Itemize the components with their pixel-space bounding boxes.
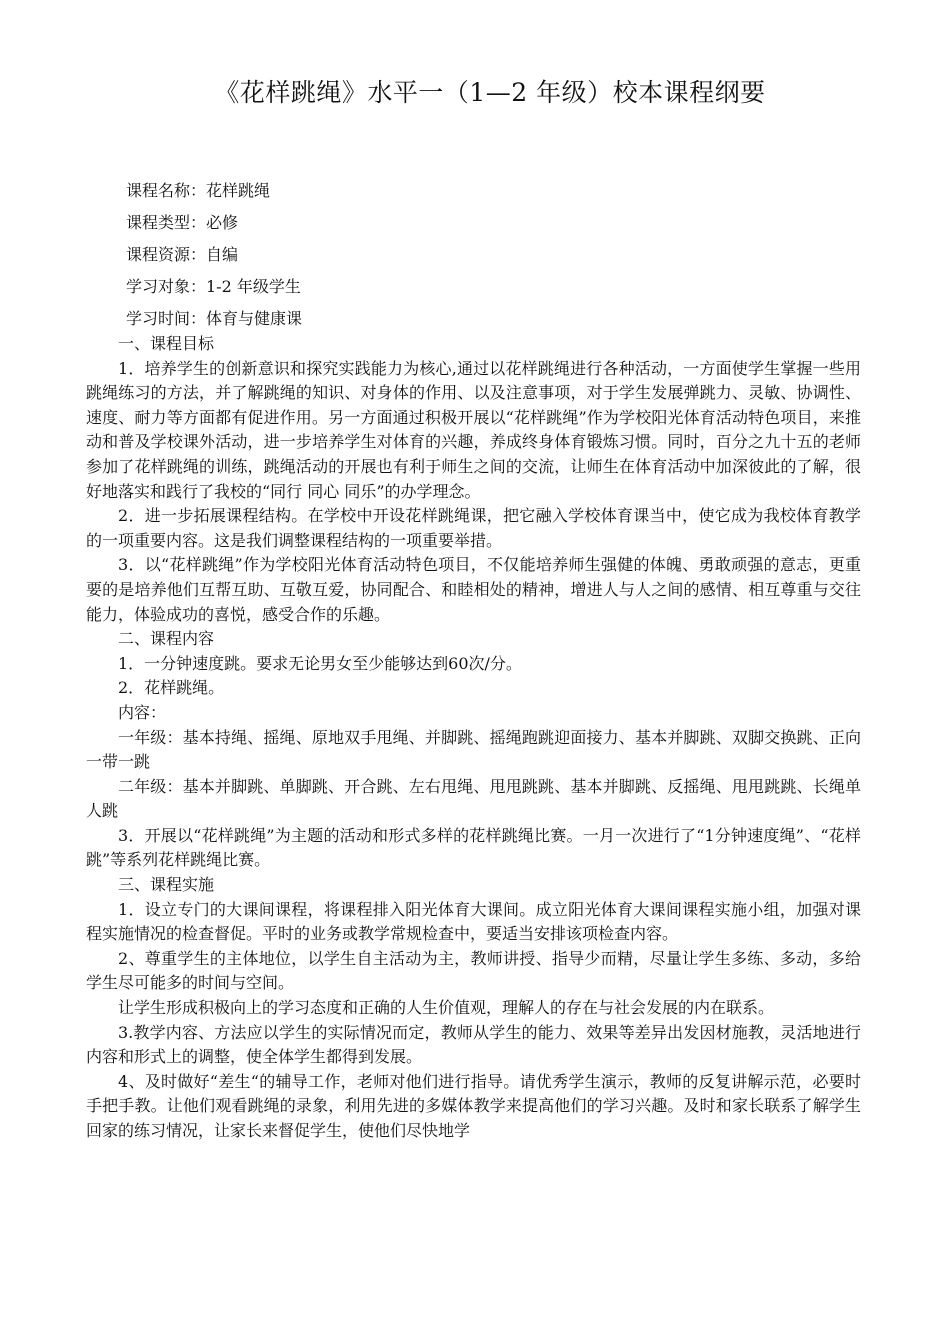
paragraph: 2．进一步拓展课程结构。在学校中开设花样跳绳课，把它融入学校体育课当中，使它成为我校体育教学的一项重要内容。这是我们调整课程结构的一项重要举措。 xyxy=(86,506,861,550)
course-info-block xyxy=(126,178,302,338)
learner-line: 学习对象：1-2 年级学生 xyxy=(126,277,301,296)
paragraph: 二年级：基本并脚跳、单脚跳、开合跳、左右甩绳、甩甩跳跳、基本并脚跳、反摇绳、甩甩跳跳、长绳单人跳 xyxy=(86,776,861,821)
paragraph: 3．以“花样跳绳”作为学校阳光体育活动特色项目，不仅能培养师生强健的体魄、勇敢顽强的意志，更重要的是培养他们互帮互助、互敬互爱，协同配合、和睦相处的精神，增进人与人之间的感情、相互尊重与交往能力，体验成功的喜悦，感受合作的乐趣。 xyxy=(86,555,861,624)
section-heading-goals: 一、课程目标 xyxy=(118,334,215,353)
paragraph: 一年级：基本持绳、摇绳、原地双手甩绳、并脚跳、摇绳跑跳迎面接力、基本并脚跳、双脚交换跳、正向一带一跳 xyxy=(86,727,861,772)
document-title: 《花样跳绳》水平一（1—2 年级）校本课程纲要 xyxy=(214,78,766,107)
paragraph: 1．设立专门的大课间课程，将课程排入阳光体育大课间。成立阳光体育大课间课程实施小组，加强对课程实施情况的检查督促。平时的业务或教学常规检查中，要适当安排该项检查内容。 xyxy=(86,899,861,944)
paragraph: 1．一分钟速度跳。要求无论男女至少能够达到60次/分。 xyxy=(118,653,522,673)
paragraph: 3.教学内容、方法应以学生的实际情况而定，教师从学生的能力、效果等差异出发因材施教，灵活地进行内容和形式上的调整，使全体学生都得到发展。 xyxy=(86,1022,861,1067)
paragraph: 2、尊重学生的主体地位，以学生自主活动为主，教师讲授、指导少而精，尽量让学生多练、多动，多给学生尽可能多的时间与空间。 xyxy=(86,948,861,993)
course-name-line: 课程名称：花样跳绳 xyxy=(126,181,271,200)
document-body xyxy=(86,332,861,1144)
section-heading-implementation: 三、课程实施 xyxy=(118,875,215,895)
study-time-line: 学习时间：体育与健康课 xyxy=(126,309,303,328)
paragraph: 2．花样跳绳。 xyxy=(118,678,225,698)
course-type-line: 课程类型：必修 xyxy=(126,213,239,232)
course-resource-line: 课程资源：自编 xyxy=(126,245,239,264)
paragraph: 4、及时做好“差生“的辅导工作，老师对他们进行指导。请优秀学生演示，教师的反复讲解示范，必要时手把手教。让他们观看跳绳的录象，利用先进的多媒体教学来提高他们的学习兴趣。及时和家长联系了解学生回家的练习情况，让家长来督促学生，使他们尽快地学 xyxy=(86,1071,861,1140)
paragraph: 1．培养学生的创新意识和探究实践能力为核心,通过以花样跳绳进行各种活动，一方面使学生掌握一些用跳绳练习的方法，并了解跳绳的知识、对身体的作用、以及注意事项，对于学生发展弹跳力、灵敏、协调性、速度、耐力等方面都有促进作用。另一方面通过积极开展以“花样跳绳”作为学校阳光体育活动特色项目，来推动和普及学校课外活动，进一步培养学生对体育的兴趣，养成终身体育锻炼习惯。同时，百分之九十五的老师参加了花样跳绳的训练，跳绳活动的开展也有利于师生之间的交流，让师生在体育活动中加深彼此的了解，很好地落实和践行了我校的“同行 同心 同乐”的办学理念。 xyxy=(86,358,861,501)
section-heading-content: 二、课程内容 xyxy=(118,629,215,649)
paragraph: 让学生形成积极向上的学习态度和正确的人生价值观，理解人的存在与社会发展的内在联系。 xyxy=(118,998,775,1018)
paragraph: 3．开展以“花样跳绳”为主题的活动和形式多样的花样跳绳比赛。一月一次进行了“1分钟速度绳”、“花样跳”等系列花样跳绳比赛。 xyxy=(86,825,861,870)
paragraph: 内容： xyxy=(118,702,167,722)
